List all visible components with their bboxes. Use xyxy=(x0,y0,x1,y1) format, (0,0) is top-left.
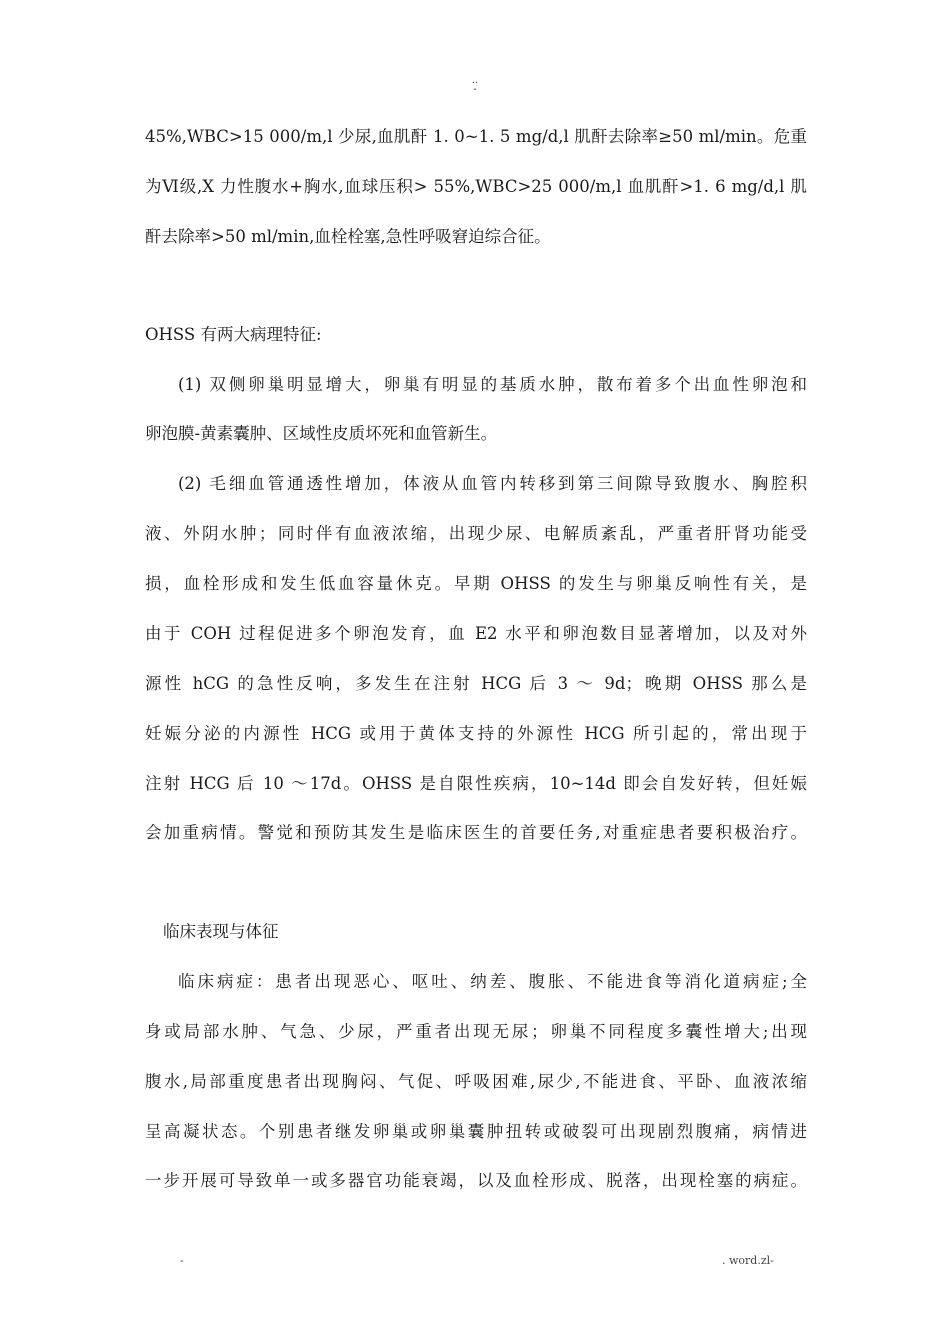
header-dash: - xyxy=(473,84,477,95)
list-item-line: 卵泡膜-黄素囊肿、区域性皮质坏死和血管新生。 xyxy=(145,424,498,443)
paragraph-line: 一步开展可导致单一或多器官功能衰竭，以及血栓形成、脱落，出现栓塞的病症。 xyxy=(145,1171,807,1190)
list-item-line: (1) 双侧卵巢明显增大，卵巢有明显的基质水肿，散布着多个出血性卵泡和 xyxy=(178,375,807,394)
paragraph-line: 45%,WBC>15 000/m,l 少尿,血肌酐 1. 0~1. 5 mg/d,l 肌酐去除率≥50 ml/min。危重 xyxy=(145,127,807,146)
paragraph-line: 呈高凝状态。个别患者继发卵巢或卵巢囊肿扭转或破裂可出现剧烈腹痛，病情进 xyxy=(145,1122,807,1141)
list-item-line: 液、外阴水肿；同时伴有血液浓缩，出现少尿、电解质紊乱，严重者肝肾功能受 xyxy=(145,524,807,543)
list-item-line: (2) 毛细血管通透性增加，体液从血管内转移到第三间隙导致腹水、胸腔积 xyxy=(178,474,807,493)
paragraph-line: 临床病症：患者出现恶心、呕吐、纳差、腹胀、不能进食等消化道病症;全 xyxy=(178,972,807,991)
paragraph-line: 酐去除率>50 ml/min,血栓栓塞,急性呼吸窘迫综合征。 xyxy=(145,227,551,246)
footer-right: . word.zl- xyxy=(722,1254,774,1267)
list-item-line: 源性 hCG 的急性反响，多发生在注射 HCG 后 3 ～ 9d；晚期 OHSS 那么是 xyxy=(145,674,807,693)
list-item-line: 损，血栓形成和发生低血容量休克。早期 OHSS 的发生与卵巢反响性有关，是 xyxy=(145,574,807,593)
paragraph-line: 腹水,局部重度患者出现胸闷、气促、呼吸困难,尿少,不能进食、平卧、血液浓缩 xyxy=(145,1072,807,1091)
footer-left: - xyxy=(180,1254,184,1267)
page-header xyxy=(0,76,950,94)
paragraph-line: 为Ⅵ级,X 力性腹水+胸水,血球压积> 55%,WBC>25 000/m,l 血肌酐>1. 6 mg/d,l 肌 xyxy=(145,177,807,196)
list-item-line: 由于 COH 过程促进多个卵泡发育，血 E2 水平和卵泡数目显著增加，以及对外 xyxy=(145,624,807,643)
list-item-line: 注射 HCG 后 10 ～17d。OHSS 是自限性疾病，10~14d 即会自发好转，但妊娠 xyxy=(145,774,807,793)
header-dots: .. xyxy=(471,75,479,86)
section-heading: 临床表现与体征 xyxy=(163,922,279,941)
list-item-line: 妊娠分泌的内源性 HCG 或用于黄体支持的外源性 HCG 所引起的，常出现于 xyxy=(145,724,807,743)
list-item-line: 会加重病情。警觉和预防其发生是临床医生的首要任务,对重症患者要积极治疗。 xyxy=(145,823,807,842)
paragraph-line: 身或局部水肿、气急、少尿，严重者出现无尿；卵巢不同程度多囊性增大;出现 xyxy=(145,1022,807,1041)
section-heading: OHSS 有两大病理特征: xyxy=(145,325,322,344)
